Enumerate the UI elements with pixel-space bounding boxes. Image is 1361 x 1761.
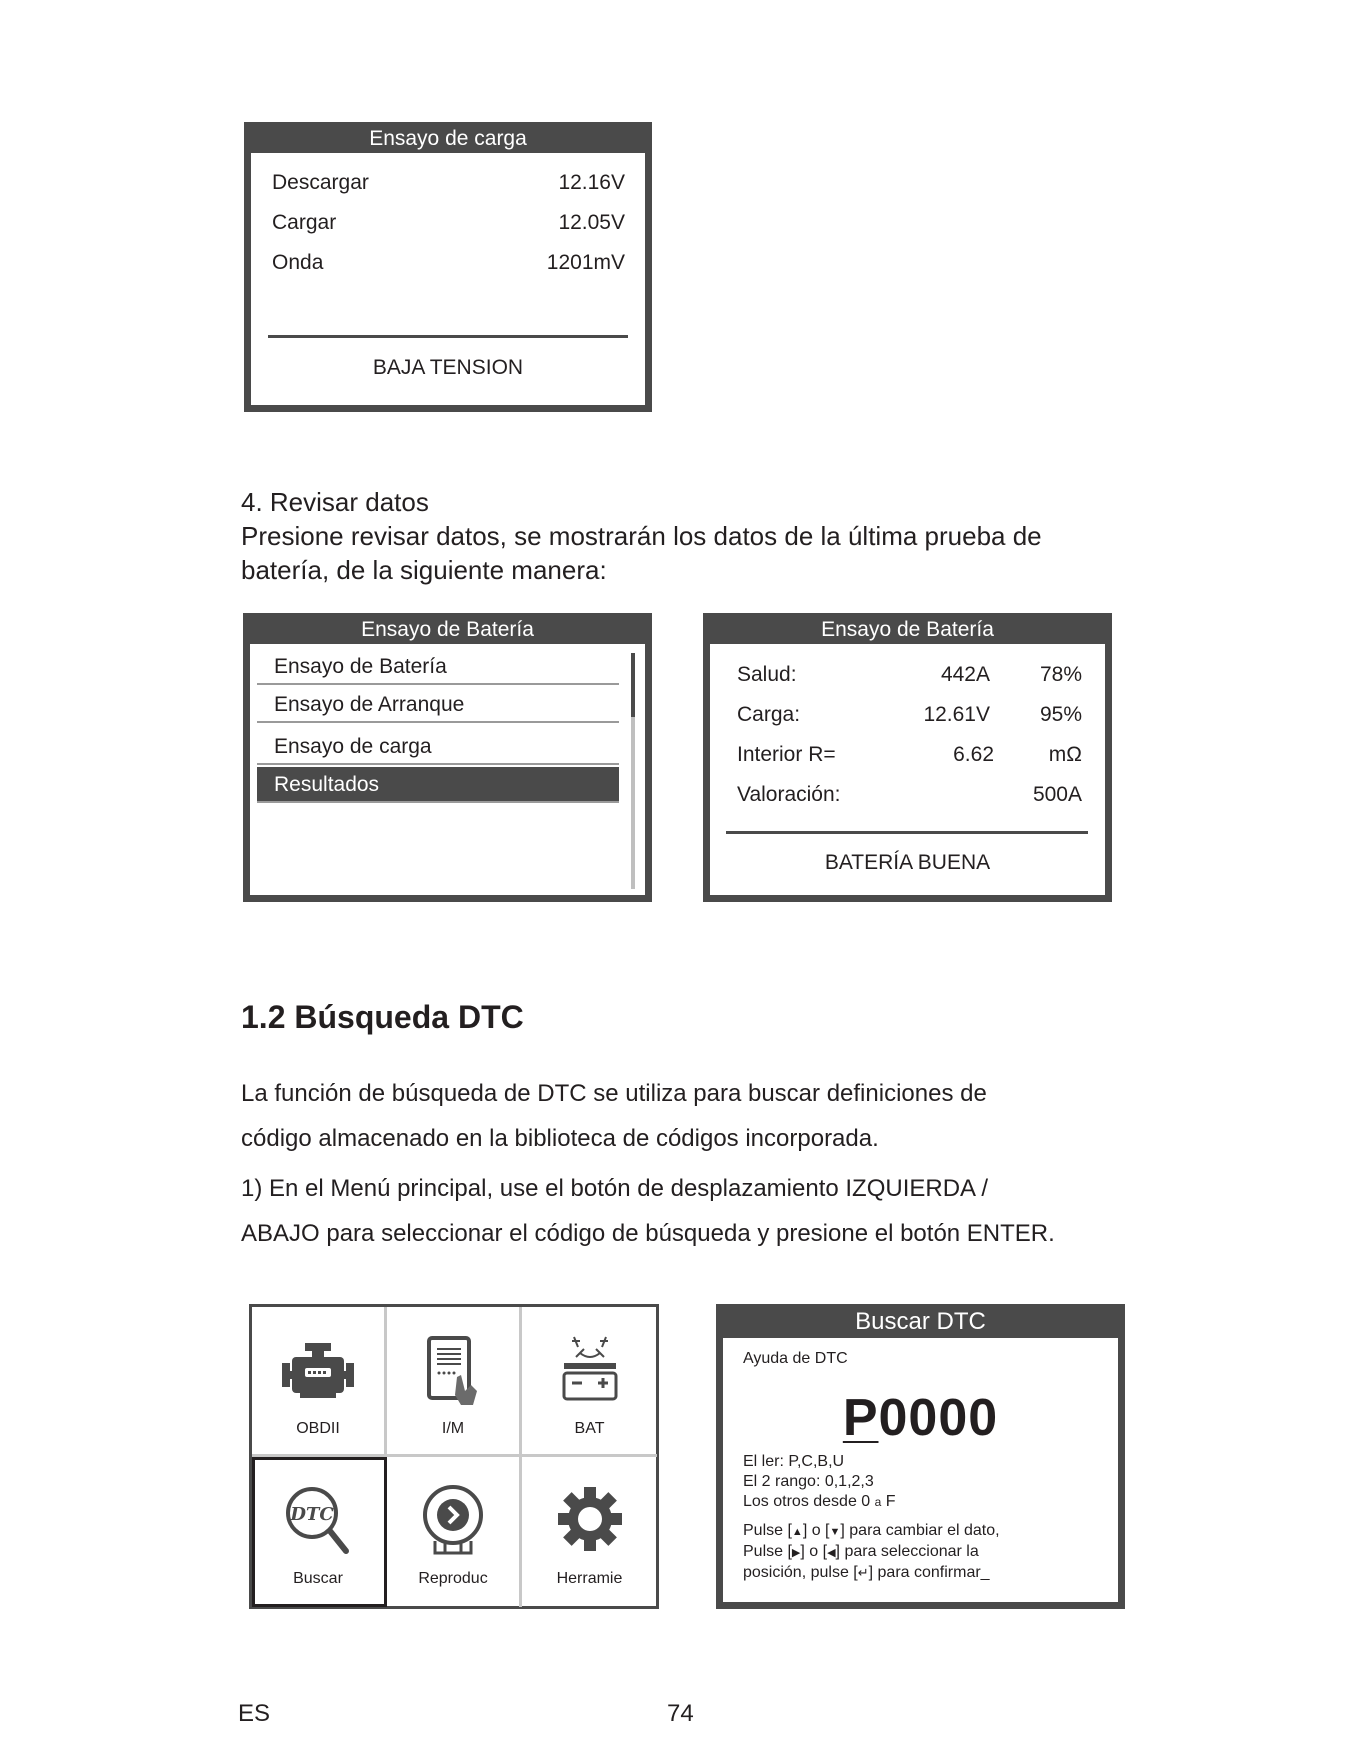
- row-extra: mΩ: [1048, 743, 1082, 766]
- menu-item-results[interactable]: Resultados: [257, 767, 619, 803]
- row-value: 12.05V: [558, 211, 625, 234]
- scrollbar-thumb[interactable]: [631, 653, 635, 717]
- tile-label: OBDII: [296, 1420, 340, 1437]
- tile-label: Buscar: [293, 1570, 343, 1587]
- row-extra: 95%: [1039, 703, 1082, 726]
- help-text: [743, 1520, 1000, 1543]
- result-row: [737, 782, 1082, 808]
- menu-tile-obdii[interactable]: [252, 1307, 387, 1457]
- battery-menu-body: [250, 644, 645, 895]
- battery-result-title: Ensayo de Batería: [821, 618, 994, 641]
- load-test-body: [251, 153, 645, 405]
- help-text-part: posición, pulse [: [743, 1564, 858, 1581]
- battery-result-status: BATERÍA BUENA: [824, 851, 991, 874]
- svg-text:DTC: DTC: [290, 1504, 334, 1525]
- body-text: Presione revisar datos, se mostrarán los datos de la última prueba de: [241, 521, 1042, 551]
- body-text: ABAJO para seleccionar el código de búsqueda y presione el botón ENTER.: [241, 1220, 1055, 1247]
- row-label: Cargar: [272, 211, 337, 234]
- gear-icon: [522, 1483, 657, 1553]
- dtc-lookup-screen: [716, 1304, 1125, 1609]
- body-text: La función de búsqueda de DTC se utiliza para buscar definiciones de: [241, 1080, 987, 1107]
- dtc-code-input[interactable]: [723, 1388, 1118, 1448]
- menu-tile-playback[interactable]: [387, 1457, 522, 1607]
- menu-tile-tools[interactable]: [522, 1457, 657, 1607]
- result-row: [737, 742, 1082, 768]
- dtc-search-icon: [252, 1485, 384, 1555]
- row-value: 6.62: [953, 743, 994, 766]
- help-text-part: ] o [: [802, 1522, 830, 1539]
- help-text: [743, 1562, 990, 1583]
- rule-text-part: a: [874, 1495, 882, 1509]
- footer-language: ES: [238, 1700, 271, 1727]
- section-heading: 4. Revisar datos: [241, 487, 429, 517]
- help-text: [743, 1541, 979, 1564]
- body-text: batería, de la siguiente manera:: [241, 555, 607, 585]
- load-test-title: Ensayo de carga: [369, 127, 527, 150]
- right-arrow-icon: ▶: [791, 1547, 801, 1559]
- battery-result-body: [710, 644, 1105, 895]
- help-text-part: ] para confirmar_: [868, 1564, 990, 1581]
- help-label: Ayuda de DTC: [743, 1350, 848, 1367]
- row-value: 12.61V: [923, 703, 990, 726]
- divider: [268, 335, 628, 338]
- row-label: Valoración:: [737, 783, 841, 806]
- load-test-row: [272, 250, 625, 276]
- row-label: Carga:: [737, 703, 801, 726]
- load-test-screen: [244, 122, 652, 412]
- dtc-lookup-body: [723, 1338, 1118, 1602]
- help-text-part: ] para cambiar el dato,: [840, 1522, 1000, 1539]
- dtc-lookup-title: Buscar DTC: [855, 1308, 986, 1335]
- rule-text: El ler: P,C,B,U: [743, 1453, 845, 1470]
- load-test-result: BAJA TENSION: [372, 356, 524, 379]
- battery-icon: [522, 1333, 657, 1403]
- load-test-row: [272, 210, 625, 236]
- code-digits: 0000: [878, 1389, 999, 1447]
- tile-label: I/M: [441, 1420, 465, 1437]
- divider: [726, 831, 1088, 834]
- menu-item-crank-test[interactable]: Ensayo de Arranque: [257, 687, 619, 723]
- help-text-part: ] o [: [800, 1543, 828, 1560]
- help-text-part: Pulse [: [743, 1543, 792, 1560]
- row-value: 1201mV: [546, 251, 625, 274]
- menu-tile-im[interactable]: [387, 1307, 522, 1457]
- rule-text: [743, 1491, 896, 1513]
- tablet-touch-icon: [387, 1335, 519, 1405]
- battery-menu-title: Ensayo de Batería: [361, 618, 534, 641]
- row-value: 12.16V: [558, 171, 625, 194]
- body-text: 1) En el Menú principal, use el botón de desplazamiento IZQUIERDA /: [241, 1175, 989, 1202]
- row-label: Descargar: [272, 171, 369, 194]
- down-arrow-icon: ▼: [829, 1526, 841, 1538]
- row-label: Interior R=: [737, 743, 836, 766]
- help-text-part: Pulse [: [743, 1522, 792, 1539]
- load-test-row: [272, 170, 625, 196]
- result-row: [737, 662, 1082, 688]
- rule-text-part: Los otros desde 0: [743, 1493, 871, 1510]
- menu-tile-bat[interactable]: [522, 1307, 657, 1457]
- rule-text: El 2 rango: 0,1,2,3: [743, 1473, 874, 1490]
- main-menu-grid: [249, 1304, 659, 1609]
- tile-label: BAT: [574, 1420, 605, 1437]
- engine-icon: [252, 1337, 384, 1407]
- row-extra: 78%: [1039, 663, 1082, 686]
- battery-menu-screen: [243, 613, 652, 902]
- rule-text-part: F: [885, 1493, 896, 1510]
- left-arrow-icon: ◀: [827, 1547, 836, 1559]
- code-first-char: P: [842, 1389, 879, 1447]
- battery-result-screen: [703, 613, 1112, 902]
- menu-item-load-test[interactable]: Ensayo de carga: [257, 729, 619, 765]
- up-arrow-icon: ▲: [791, 1526, 803, 1538]
- menu-tile-search[interactable]: [252, 1457, 387, 1607]
- enter-icon: ↵: [857, 1565, 869, 1580]
- row-value: 442A: [940, 663, 990, 686]
- row-label: Salud:: [737, 663, 797, 686]
- row-label: Onda: [272, 251, 324, 274]
- menu-item-battery-test[interactable]: Ensayo de Batería: [257, 649, 619, 685]
- playback-icon: [387, 1481, 519, 1551]
- body-text: código almacenado en la biblioteca de códigos incorporada.: [241, 1125, 879, 1152]
- row-extra: 500A: [1032, 783, 1082, 806]
- result-row: [737, 702, 1082, 728]
- section-heading: 1.2 Búsqueda DTC: [241, 999, 524, 1035]
- tile-label: Herramie: [556, 1570, 623, 1587]
- help-text-part: ] para seleccionar la: [835, 1543, 979, 1560]
- page-number: 74: [667, 1700, 694, 1727]
- tile-label: Reproduc: [418, 1570, 488, 1587]
